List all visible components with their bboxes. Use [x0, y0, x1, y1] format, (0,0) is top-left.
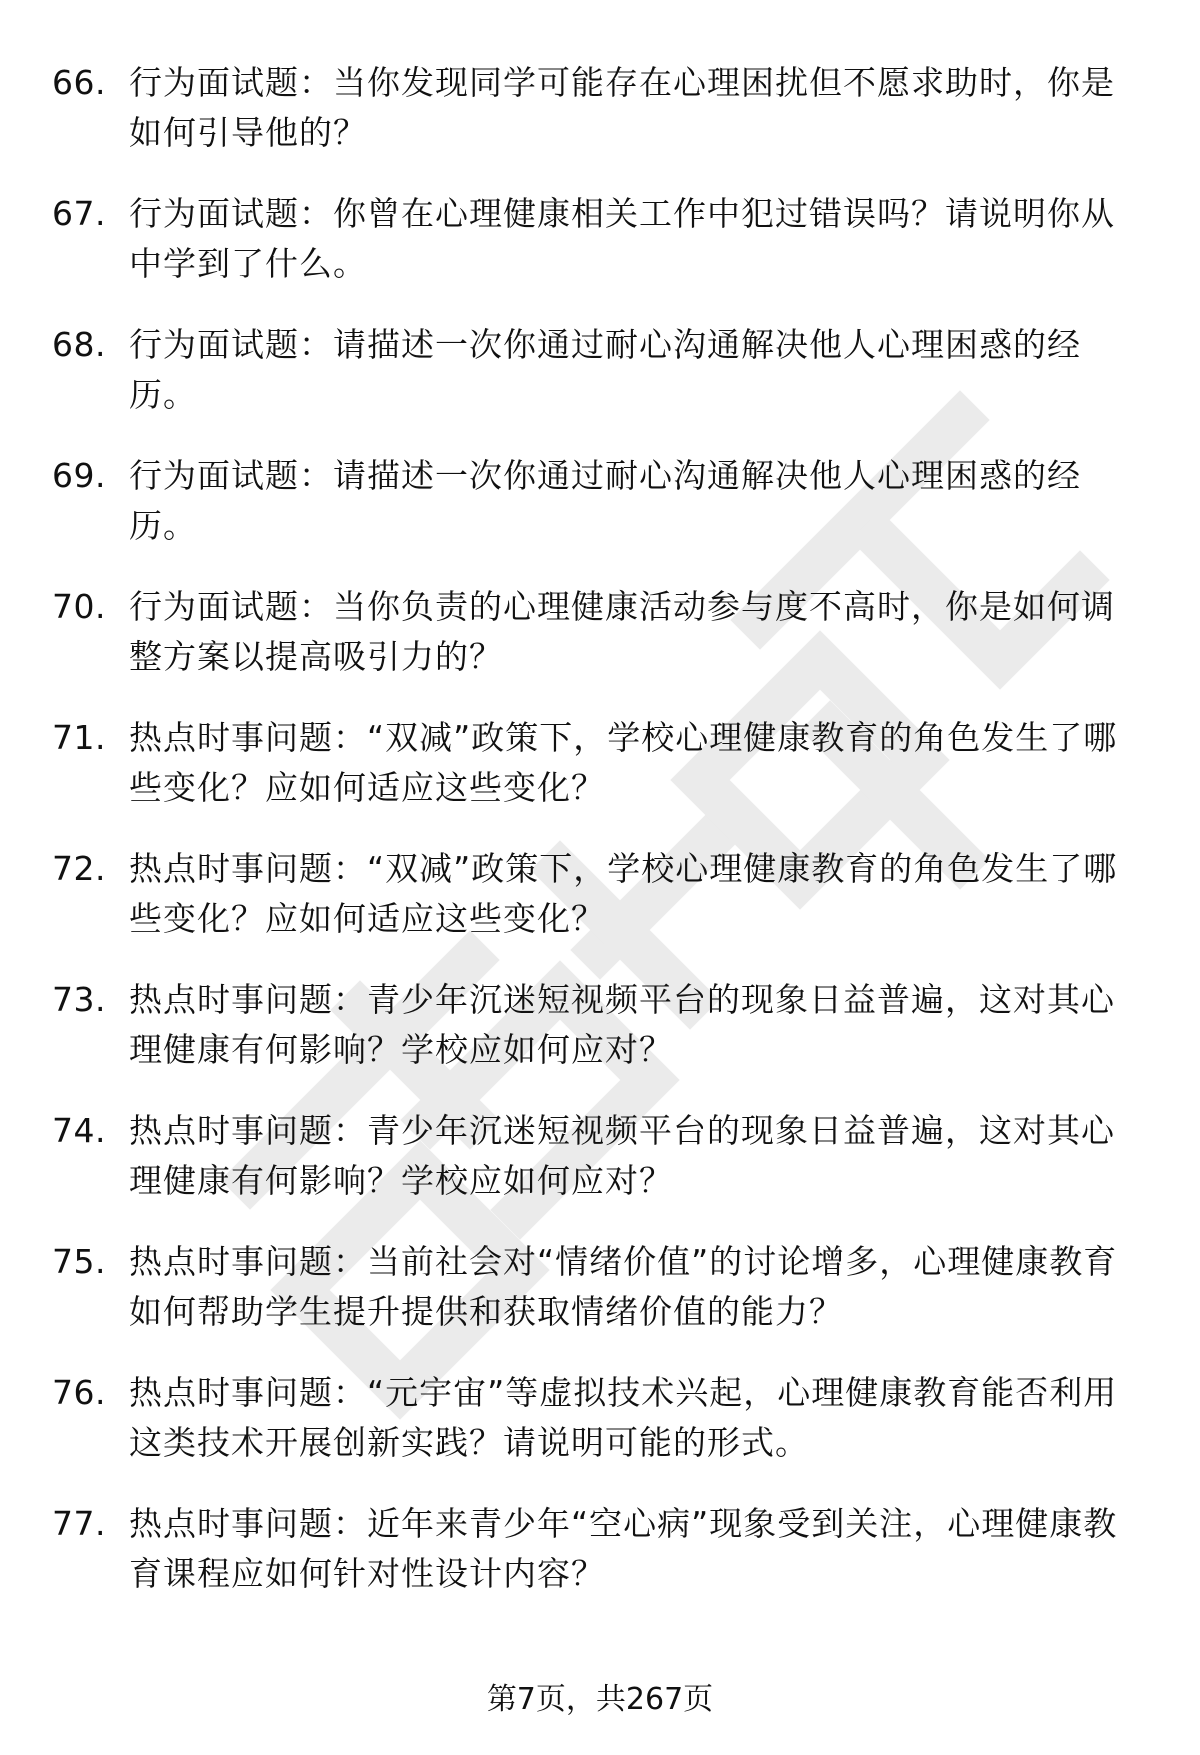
- question-number: 70.: [52, 587, 106, 626]
- question-text: 热点时事问题：近年来青少年“空心病”现象受到关注，心理健康教育课程应如何针对性设计内容？: [129, 1504, 1118, 1593]
- question-text: 行为面试题：请描述一次你通过耐心沟通解决他人心理困惑的经历。: [129, 456, 1081, 545]
- question-text: 热点时事问题：“双减”政策下，学校心理健康教育的角色发生了哪些变化？应如何适应这些变化？: [129, 849, 1118, 938]
- question-item: [52, 1237, 1142, 1368]
- question-text: 热点时事问题：青少年沉迷短视频平台的现象日益普遍，这对其心理健康有何影响？学校应如何应对？: [129, 1111, 1115, 1200]
- question-text: 行为面试题：当你负责的心理健康活动参与度不高时，你是如何调整方案以提高吸引力的？: [129, 587, 1115, 676]
- question-number: 67.: [52, 194, 106, 233]
- question-number: 75.: [52, 1242, 106, 1281]
- page-indicator: 第7页，共267页: [486, 1682, 714, 1717]
- question-item: [52, 451, 1142, 582]
- question-number: 72.: [52, 849, 106, 888]
- question-text: 热点时事问题：“元宇宙”等虚拟技术兴起，心理健康教育能否利用这类技术开展创新实践？请说明可能的形式。: [129, 1373, 1118, 1462]
- question-number: 71.: [52, 718, 106, 757]
- question-text: 行为面试题：请描述一次你通过耐心沟通解决他人心理困惑的经历。: [129, 325, 1081, 414]
- question-item: [52, 58, 1142, 189]
- question-list: [52, 58, 1142, 1630]
- question-number: 77.: [52, 1504, 106, 1543]
- question-text: 热点时事问题：青少年沉迷短视频平台的现象日益普遍，这对其心理健康有何影响？学校应如何应对？: [129, 980, 1115, 1069]
- question-item: [52, 189, 1142, 320]
- question-number: 76.: [52, 1373, 106, 1412]
- question-item: [52, 582, 1142, 713]
- question-text: 行为面试题：你曾在心理健康相关工作中犯过错误吗？请说明你从中学到了什么。: [129, 194, 1115, 283]
- question-number: 73.: [52, 980, 106, 1019]
- question-item: [52, 713, 1142, 844]
- question-text: 热点时事问题：当前社会对“情绪价值”的讨论增多，心理健康教育如何帮助学生提升提供和获取情绪价值的能力？: [129, 1242, 1118, 1331]
- question-item: [52, 1368, 1142, 1499]
- question-text: 行为面试题：当你发现同学可能存在心理困扰但不愿求助时，你是如何引导他的？: [129, 63, 1115, 152]
- question-item: [52, 844, 1142, 975]
- question-item: [52, 975, 1142, 1106]
- question-text: 热点时事问题：“双减”政策下，学校心理健康教育的角色发生了哪些变化？应如何适应这些变化？: [129, 718, 1118, 807]
- question-item: [52, 1106, 1142, 1237]
- question-number: 74.: [52, 1111, 106, 1150]
- question-number: 68.: [52, 325, 106, 364]
- question-number: 69.: [52, 456, 106, 495]
- question-number: 66.: [52, 63, 106, 102]
- question-item: [52, 1499, 1142, 1630]
- question-item: [52, 320, 1142, 451]
